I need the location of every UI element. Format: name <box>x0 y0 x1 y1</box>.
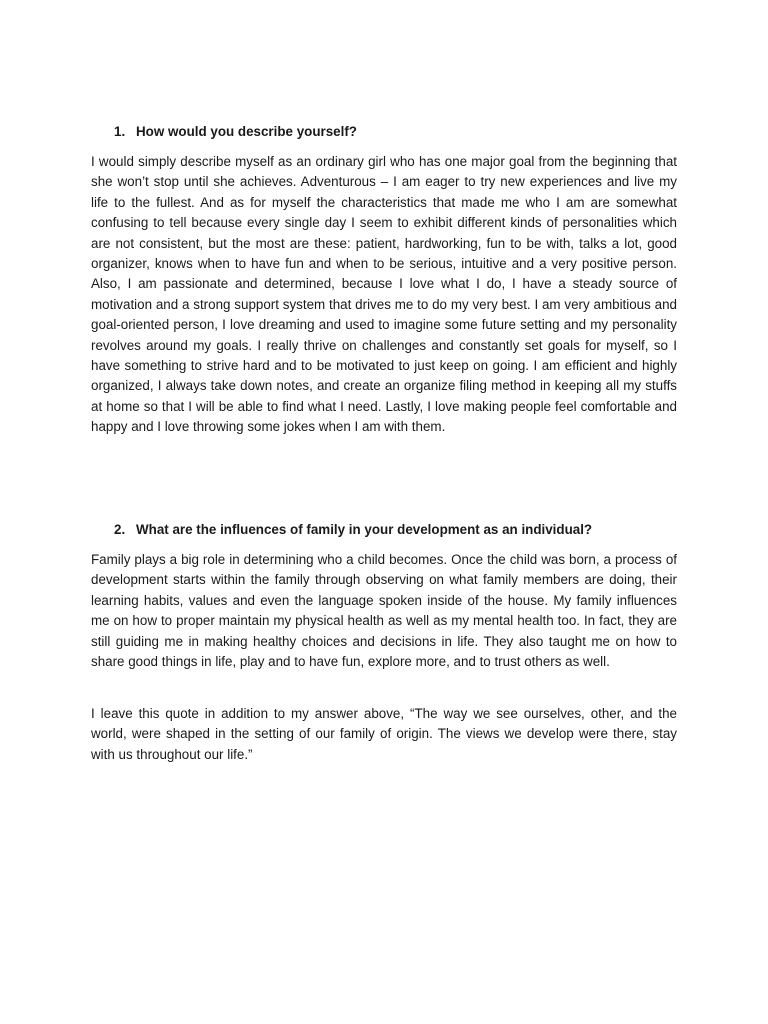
answer-paragraph-1: I would simply describe myself as an ordinary girl who has one major goal from the beginning that she won’t stop until she achieves. Adventurous – I am eager to try new experiences and live my life to the fullest. And as for myself the characteristics that made me who I am are somewhat confusing to tell because every single day I seem to exhibit different kinds of personalities which are not consistent, but the most are these: patient, hardworking, fun to be with, talks a lot, good organizer, knows when to have fun and when to be serious, intuitive and a very positive person. Also, I am passionate and determined, because I love what I do, I have a steady source of motivation and a strong support system that drives me to do my very best. I am very ambitious and goal-oriented person, I love dreaming and used to imagine some future setting and my personality revolves around my goals. I really thrive on challenges and constantly set goals for myself, so I have something to strive hard and to be motivated to just keep on going. I am efficient and highly organized, I always take down notes, and create an organize filing method in keeping all my stuffs at home so that I will be able to find what I need. Lastly, I love making people feel comfortable and happy and I love throwing some jokes when I am with them. <box>91 154 677 435</box>
question-text-1: How would you describe yourself? <box>136 124 357 139</box>
quote-paragraph: I leave this quote in addition to my answer above, “The way we see ourselves, other, and the world, were shaped in the setting of our family of origin. The views we develop were there, stay with us throughout our life.” <box>91 706 677 762</box>
question-text-2: What are the influences of family in your development as an individual? <box>136 522 593 537</box>
question-number-1: 1. <box>114 124 126 139</box>
question-heading-1 <box>114 122 677 142</box>
question-heading-2 <box>114 520 677 540</box>
question-number-2: 2. <box>114 522 126 537</box>
answer-paragraph-2: Family plays a big role in determining who a child becomes. Once the child was born, a process of development starts within the family through observing on what family members are doing, their learning habits, values and even the language spoken inside of the house. My family influences me on how to proper maintain my physical health as well as my mental health too. In fact, they are still guiding me in making healthy choices and decisions in life. They also taught me on how to share good things in life, play and to have fun, explore more, and to trust others as well. <box>91 552 677 670</box>
